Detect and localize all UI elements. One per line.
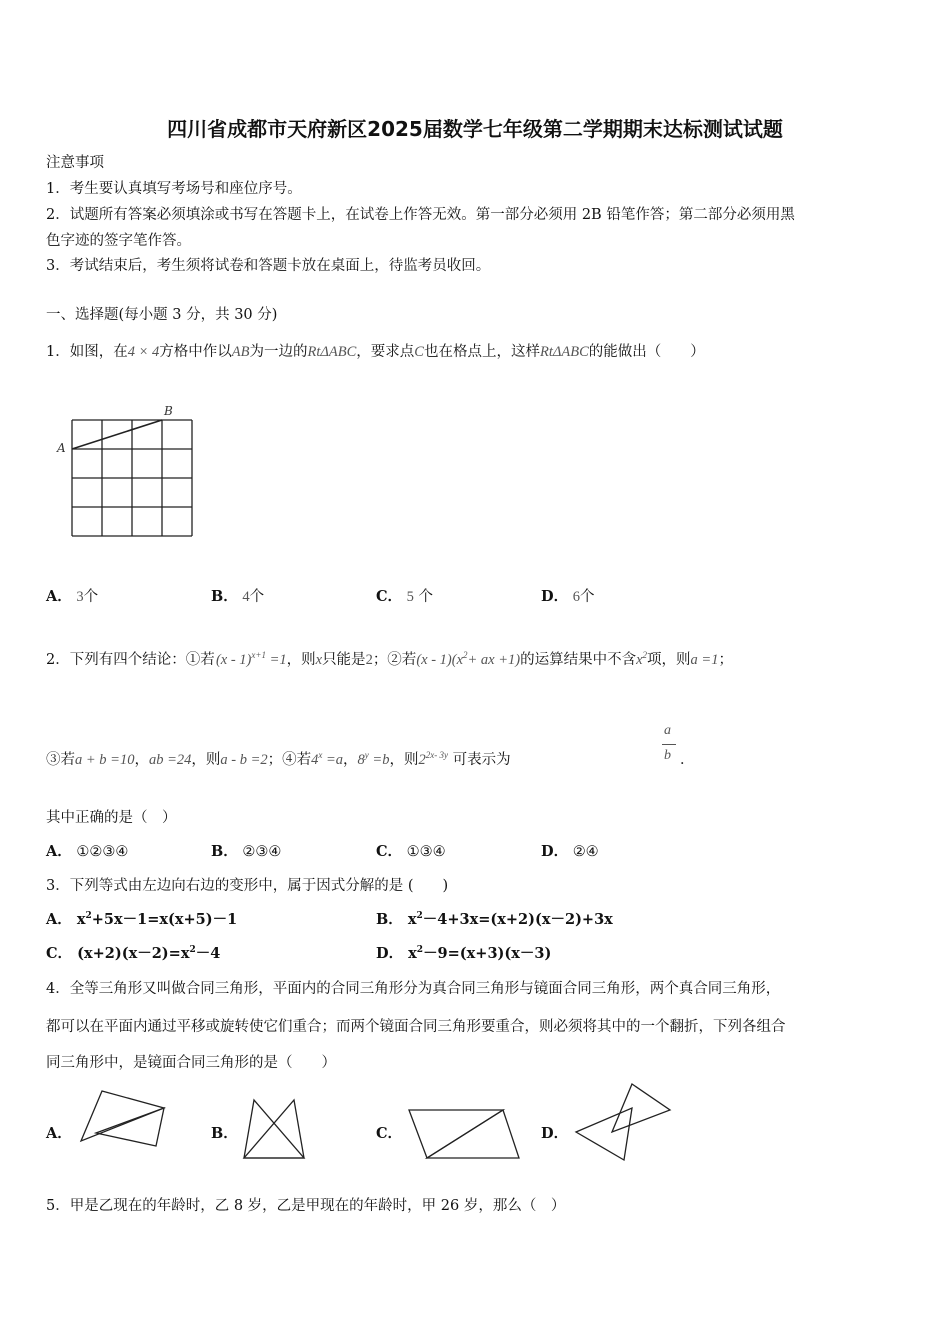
question-4-line: 都可以在平面内通过平移或旋转使它们重合；而两个镜面合同三角形要重合，则必须将其中的一个翻折，下列各组合 [46, 1019, 786, 1035]
q4-figure-d [572, 1080, 674, 1164]
q2-option-a[interactable]: A． ①②③④ [46, 843, 129, 860]
section-heading: 一、选择题(每小题 3 分，共 30 分) [46, 307, 278, 323]
point-b-label: B [164, 404, 173, 418]
q4-option-b[interactable]: B． [211, 1125, 238, 1142]
fraction-bar [662, 744, 676, 745]
q2-option-b[interactable]: B． ②③④ [211, 843, 282, 860]
q1-option-c[interactable]: C． 5 个 [376, 588, 434, 605]
notice-heading: 注意事项 [46, 155, 104, 171]
q3-option-c[interactable]: C． $(x+2)(x-2)=x^2-4$ [46, 945, 221, 962]
question-5-stem: 5．甲是乙现在的年龄时，乙 8 岁，乙是甲现在的年龄时，甲 26 岁，那么（ ） [46, 1198, 566, 1214]
question-1-stem: 1．如图，在4 × 4方格中作以AB为一边的RtΔABC，要求点C也在格点上，这样RtΔABC的能做出（ ） [46, 344, 705, 360]
q3-option-a[interactable]: A． $x^2+5x-1=x(x+5)-1$ [46, 911, 238, 928]
q1-option-a[interactable]: A． 3个 [46, 588, 99, 605]
q1-option-d[interactable]: D． 6个 [541, 588, 595, 605]
point-a-label: A [57, 441, 66, 455]
q2-option-d[interactable]: D． ②④ [541, 843, 599, 860]
q3-option-d[interactable]: D． $x^2-9=(x+3)(x-3)$ [376, 945, 552, 962]
fraction-denominator: b [664, 748, 671, 763]
question-1-grid-figure [52, 398, 202, 543]
q1-option-b[interactable]: B． 4个 [211, 588, 265, 605]
notice-item: 2．试题所有答案必须填涂或书写在答题卡上，在试卷上作答无效。第一部分必须用 2B 铅笔作答；第二部分必须用黑 [46, 207, 795, 223]
question-2-line-1: 2．下列有四个结论：①若 (x - 1)$^{x+1}$ =1，则x只能是2；②若$(x - 1)(x^2+$ ax +1)的运算结果中不含$x^2$项，则a =1； [46, 650, 733, 668]
q4-figure-a [76, 1088, 171, 1150]
q4-figure-b [240, 1096, 310, 1164]
q2-period: ． [680, 752, 695, 768]
fraction-numerator: a [664, 723, 671, 738]
page-title: 四川省成都市天府新区2025届数学七年级第二学期期末达标测试试题 [167, 117, 783, 141]
question-3-stem: 3．下列等式由左边向右边的变形中，属于因式分解的是 ( ) [46, 878, 449, 894]
q4-option-c[interactable]: C． [376, 1125, 403, 1142]
q4-option-a[interactable]: A． [46, 1125, 72, 1142]
question-2-line-2: ③若a + b =10，ab =24，则a - b =2；④若4$^x$ =a，8$^y$ =b，则$2^{2x- 3y}$ 可表示为 [46, 750, 511, 768]
question-2-prompt: 其中正确的是（ ） [46, 810, 177, 826]
notice-item: 1．考生要认真填写考场号和座位序号。 [46, 181, 302, 197]
notice-item: 色字迹的签字笔作答。 [46, 233, 191, 249]
question-4-line: 4．全等三角形又叫做合同三角形，平面内的合同三角形分为真合同三角形与镜面合同三角形，两个真合同三角形， [46, 981, 781, 997]
q2-option-c[interactable]: C． ①③④ [376, 843, 446, 860]
q3-option-b[interactable]: B． $x^2-4+3x=(x+2)(x-2)+3x$ [376, 911, 613, 928]
notice-item: 3．考试结束后，考生须将试卷和答题卡放在桌面上，待监考员收回。 [46, 258, 491, 274]
q4-figure-c [405, 1106, 525, 1164]
question-4-line: 同三角形中，是镜面合同三角形的是（ ） [46, 1055, 336, 1071]
q4-option-d[interactable]: D． [541, 1125, 569, 1142]
